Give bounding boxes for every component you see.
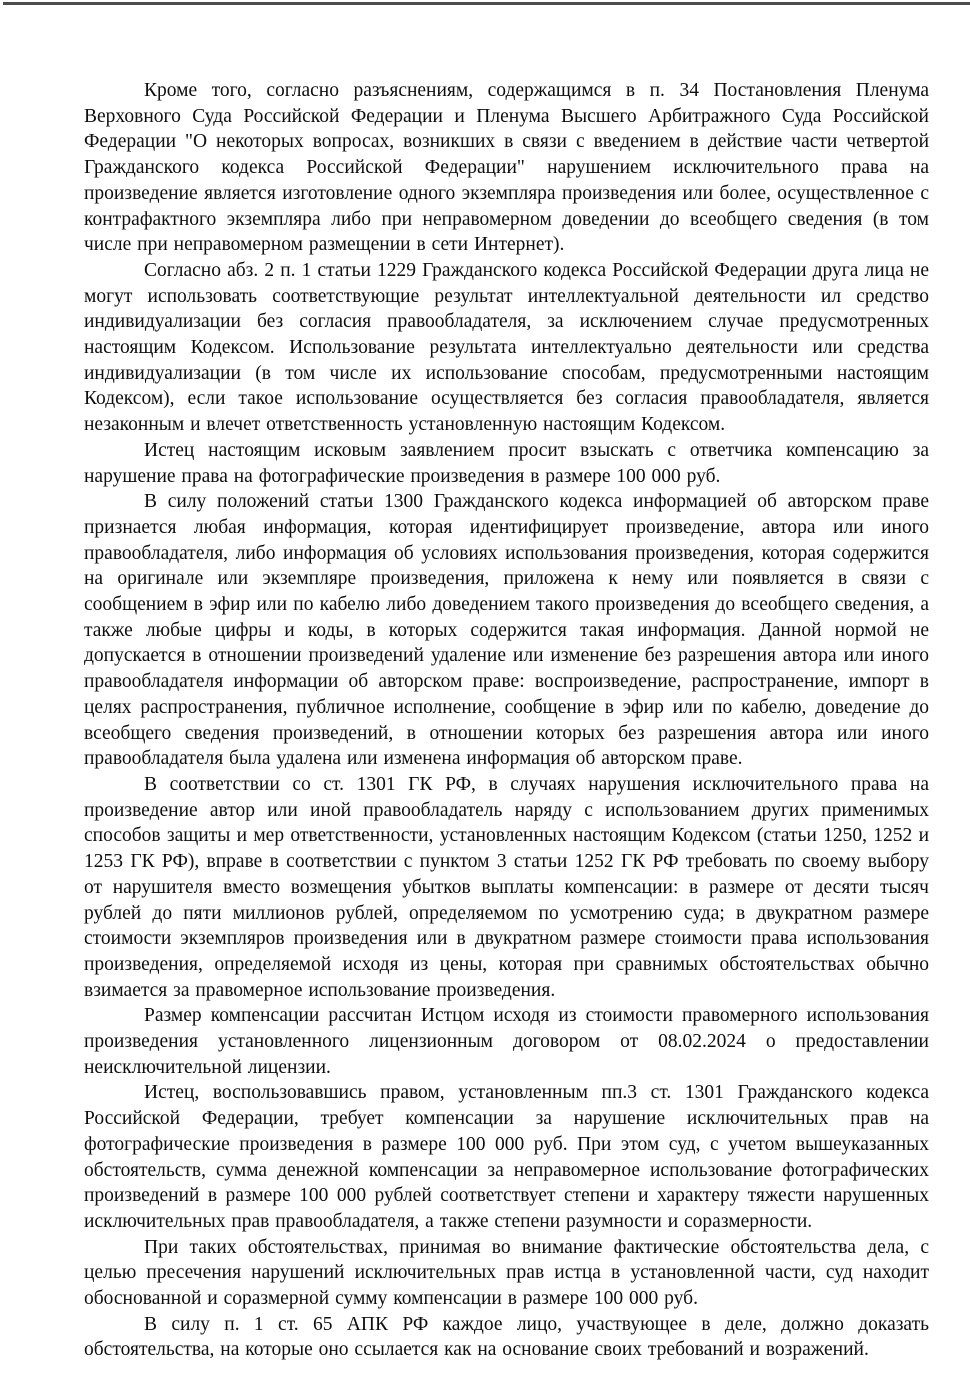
paragraph-apk-65: В силу п. 1 ст. 65 АПК РФ каждое лицо, участвующее в деле, должно доказать обстоятельства, на которые оно ссылается как на основание своих требований и возражений. xyxy=(84,1313,929,1361)
paragraph-compensation-claim: Истец, воспользовавшись правом, установленным пп.3 ст. 1301 Гражданского кодекса Российской Федерации, требует компенсации за нарушение исключительных прав на фотографические произведения в размере 100 000 руб. При этом суд, с учетом вышеуказанных обстоятельств, сумма денежной компенсации за неправомерное использование фотографических произведений в размере 100 000 рублей соответствует степени и характеру тяжести нарушенных исключительных прав правообладателя, а также степени разумности и соразмерности. xyxy=(84,1082,929,1232)
scan-edge-line xyxy=(3,2,970,5)
paragraph-court-finding: При таких обстоятельствах, принимая во внимание фактические обстоятельства дела, с целью пресечения нарушений исключительных прав истца в установленной части, суд находит обоснованной и соразмерной сумму компенсации в размере 100 000 руб. xyxy=(84,1236,929,1310)
document-page xyxy=(84,78,929,1363)
paragraph-claim-amount: Истец настоящим исковым заявлением просит взыскать с ответчика компенсацию за нарушение права на фотографические произведения в размере 100 000 руб. xyxy=(84,439,929,487)
paragraph-plenum-34: Кроме того, согласно разъяснениям, содержащимся в п. 34 Постановления Пленума Верховного Суда Российской Федерации и Пленума Высшего Арбитражного Суда Российской Федерации "О некоторых вопросах, возникших в связи с введением в действие части четвертой Гражданского кодекса Российской Федерации" нарушением исключительного права на произведение является изготовление одного экземпляра произведения или более, осуществленное с контрафактного экземпляра либо при неправомерном доведении до всеобщего сведения (в том числе при неправомерном размещении в сети Интернет). xyxy=(84,80,929,256)
paragraph-compensation-basis: Размер компенсации рассчитан Истцом исходя из стоимости правомерного использования произведения установленного лицензионным договором от 08.02.2024 о предоставлении неисключительной лицензии. xyxy=(84,1005,929,1078)
paragraph-article-1229: Согласно абз. 2 п. 1 статьи 1229 Гражданского кодекса Российской Федерации друга лица не могут использовать соответствующие результат интеллектуальной деятельности ил средство индивидуализации без согласия правообладателя, за исключением случае предусмотренных настоящим Кодексом. Использование результата интеллектуально деятельности или средства индивидуализации (в том числе их использование способам, предусмотренными настоящим Кодексом), если такое использование осуществляется без согласия правообладателя, является незаконным и влечет ответственность установленную настоящим Кодексом. xyxy=(84,259,929,436)
paragraph-article-1300: В силу положений статьи 1300 Гражданского кодекса информацией об авторском праве признается любая информация, которая идентифицирует произведение, автора или иного правообладателя, либо информация об условиях использования произведения, которая содержится на оригинале или экземпляре произведения, приложена к нему или появляется в связи с сообщением в эфир или по кабелю либо доведением такого произведения до всеобщего сведения, а также любые цифры и коды, в которых содержится такая информация. Данной нормой не допускается в отношении произведений удаление или изменение без разрешения автора или иного правообладателя информации об авторском праве: воспроизведение, распространение, импорт в целях распространения, публичное исполнение, сообщение в эфир или по кабелю, доведение до всеобщего сведения произведений, в отношении которых без разрешения автора или иного правообладателя была удалена или изменена информация об авторском праве. xyxy=(84,491,929,770)
paragraph-article-1301: В соответствии со ст. 1301 ГК РФ, в случаях нарушения исключительного права на произведение автор или иной правообладатель наряду с использованием других применимых способов защиты и мер ответственности, установленных настоящим Кодексом (статьи 1250, 1252 и 1253 ГК РФ), вправе в соответствии с пунктом 3 статьи 1252 ГК РФ требовать по своему выбору от нарушителя вместо возмещения убытков выплаты компенсации: в размере от десяти тысяч рублей до пяти миллионов рублей, определяемом по усмотрению суда; в двукратном размере стоимости экземпляров произведения или в двукратном размере стоимости права использования произведения, определяемой исходя из цены, которая при сравнимых обстоятельствах обычно взимается за правомерное использование произведения. xyxy=(84,773,929,1001)
